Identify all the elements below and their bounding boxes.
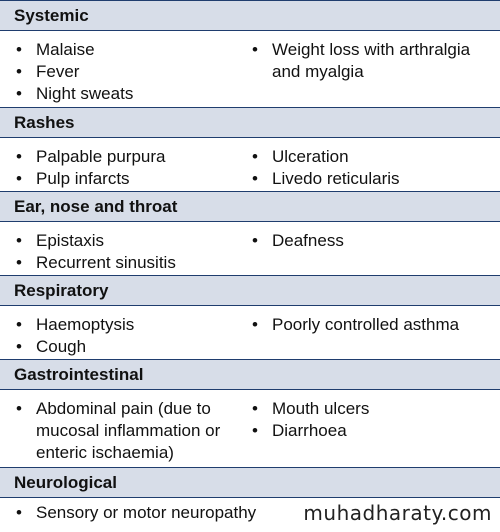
list-item: • Diarrhoea: [252, 420, 492, 442]
watermark: muhadharaty.com: [303, 501, 492, 525]
list-item: • Ulceration: [252, 146, 492, 168]
list-item: • Mouth ulcers: [252, 398, 492, 420]
section-body: [0, 390, 500, 468]
list-item: • Sensory or motor neuropathy: [16, 502, 316, 524]
list-item: • Cough: [16, 336, 241, 358]
section-body: [0, 222, 500, 276]
list-item: • Epistaxis: [16, 230, 241, 252]
right-column: [252, 146, 492, 190]
list-item: • Malaise: [16, 39, 241, 61]
list-item: • Recurrent sinusitis: [16, 252, 241, 274]
section-header: Gastrointestinal: [0, 360, 500, 390]
list-item: • Night sweats: [16, 83, 241, 105]
list-item: • Abdominal pain (due to mucosal inflammation or enteric ischaemia): [16, 398, 226, 464]
section-respiratory: [0, 276, 500, 360]
list-item: • Poorly controlled asthma: [252, 314, 492, 336]
right-column: [252, 314, 492, 336]
section-header: Respiratory: [0, 276, 500, 306]
section-gastrointestinal: [0, 360, 500, 468]
section-body: [0, 31, 500, 108]
right-column: [252, 230, 492, 252]
section-header: Systemic: [0, 1, 500, 31]
left-column: [16, 146, 241, 190]
left-column: [16, 314, 241, 358]
section-ent: [0, 192, 500, 276]
section-header: Rashes: [0, 108, 500, 138]
section-body: [0, 138, 500, 192]
list-item: • Weight loss with arthralgia and myalgia: [252, 39, 492, 83]
list-item: • Deafness: [252, 230, 492, 252]
right-column: [252, 39, 492, 83]
right-column: [252, 398, 492, 442]
section-body: [0, 306, 500, 360]
list-item: • Livedo reticularis: [252, 168, 492, 190]
section-header: Ear, nose and throat: [0, 192, 500, 222]
left-column: [16, 502, 316, 524]
list-item: • Haemoptysis: [16, 314, 241, 336]
list-item: • Pulp infarcts: [16, 168, 241, 190]
section-systemic: [0, 1, 500, 108]
list-item: • Fever: [16, 61, 241, 83]
section-header: Neurological: [0, 468, 500, 498]
left-column: [16, 398, 241, 464]
section-rashes: [0, 108, 500, 192]
list-item: • Palpable purpura: [16, 146, 241, 168]
left-column: [16, 39, 241, 105]
left-column: [16, 230, 241, 274]
